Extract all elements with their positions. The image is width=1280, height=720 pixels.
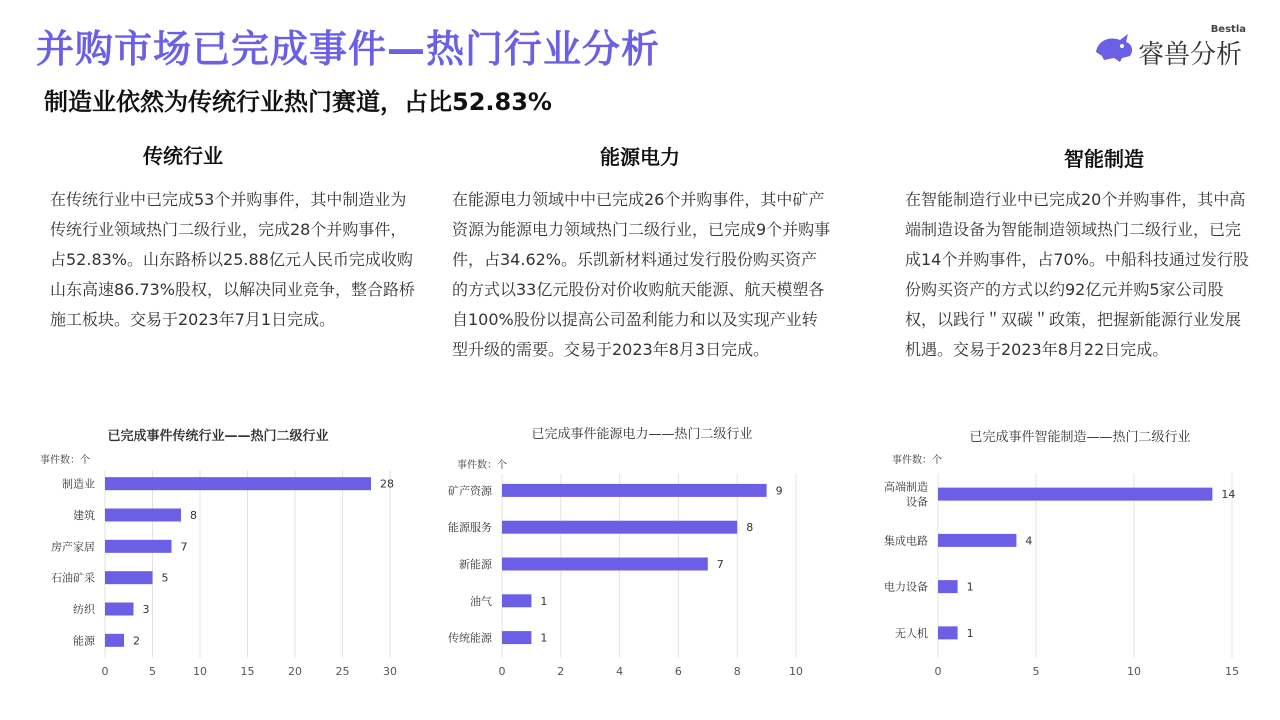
y-axis-label: 事件数：个 bbox=[457, 460, 507, 471]
data-label: 7 bbox=[716, 558, 724, 571]
x-tick-label: 0 bbox=[934, 665, 942, 678]
x-tick-label: 6 bbox=[674, 665, 682, 678]
brand-logo bbox=[1092, 24, 1252, 68]
x-tick-label: 0 bbox=[498, 665, 506, 678]
bar bbox=[938, 488, 1212, 501]
chart-traditional-svg bbox=[30, 418, 410, 683]
bar bbox=[502, 484, 767, 497]
x-tick-label: 8 bbox=[733, 665, 741, 678]
category-label: 新能源 bbox=[459, 558, 492, 571]
category-label: 集成电路 bbox=[884, 534, 928, 548]
category-label: 传统能源 bbox=[448, 631, 492, 645]
data-label: 4 bbox=[1025, 534, 1033, 548]
page-subtitle: 制造业依然为传统行业热门赛道，占比52.83% bbox=[44, 88, 552, 116]
data-label: 5 bbox=[161, 571, 169, 585]
bar bbox=[105, 634, 124, 647]
x-tick-label: 5 bbox=[1032, 665, 1040, 678]
bar bbox=[502, 594, 531, 607]
category-label: 建筑 bbox=[73, 509, 95, 522]
logo-brand-small: Bestla bbox=[1210, 24, 1246, 35]
column-text-smart-manufacturing: 在智能制造行业中已完成20个并购事件，其中高端制造设备为智能制造领域热门二级行业，已完成14个并购事件，占70%。中船科技通过发行股份购买资产的方式以约92亿元并购5家公司股权，以践行＂双碳＂政策，把握新能源行业发展机遇。交易于2023年8月22日完成。 bbox=[905, 190, 1249, 359]
bar bbox=[105, 571, 153, 584]
x-tick-label: 10 bbox=[789, 665, 803, 678]
category-label: 设备 bbox=[906, 495, 928, 509]
chart-energy-svg bbox=[430, 418, 830, 683]
bar bbox=[938, 534, 1016, 547]
bar bbox=[502, 558, 708, 571]
category-label: 高端制造 bbox=[884, 480, 928, 494]
category-label: 能源 bbox=[73, 634, 95, 648]
category-label: 油气 bbox=[470, 594, 492, 608]
category-label: 能源服务 bbox=[448, 521, 492, 535]
page-title: 并购市场已完成事件—热门行业分析 bbox=[36, 27, 661, 71]
x-tick-label: 0 bbox=[101, 665, 109, 678]
bar bbox=[105, 477, 371, 490]
category-label: 石油矿采 bbox=[51, 571, 95, 585]
data-label: 7 bbox=[180, 540, 188, 554]
data-label: 9 bbox=[775, 484, 783, 498]
chart-title: 已完成事件智能制造——热门二级行业 bbox=[969, 430, 1191, 445]
chart-title: 已完成事件传统行业——热门二级行业 bbox=[107, 429, 329, 444]
column-text-traditional: 在传统行业中已完成53个并购事件，其中制造业为传统行业领域热门二级行业，完成28个并购事件，占52.83%。山东路桥以25.88亿元人民币完成收购山东高速86.73%股权，以解决同业竞争，整合路桥施工板块。交易于2023年7月1日完成。 bbox=[50, 190, 416, 329]
data-label: 1 bbox=[540, 631, 548, 645]
data-label: 3 bbox=[142, 603, 150, 616]
data-label: 14 bbox=[1221, 488, 1236, 502]
x-tick-label: 10 bbox=[193, 665, 207, 678]
bar bbox=[105, 540, 172, 553]
column-heading-traditional: 传统行业 bbox=[143, 144, 223, 168]
data-label: 28 bbox=[380, 477, 394, 491]
data-label: 1 bbox=[966, 580, 974, 594]
category-label: 电力设备 bbox=[884, 580, 928, 594]
x-tick-label: 15 bbox=[240, 665, 255, 678]
bar bbox=[502, 631, 531, 644]
category-label: 矿产资源 bbox=[448, 484, 492, 498]
bar bbox=[105, 509, 181, 522]
x-tick-label: 5 bbox=[149, 665, 156, 678]
x-tick-label: 15 bbox=[1225, 665, 1239, 678]
category-label: 纺织 bbox=[73, 603, 95, 616]
x-tick-label: 4 bbox=[616, 665, 624, 678]
rhino-logo-icon bbox=[1092, 28, 1136, 64]
logo-brand-name: 睿兽分析 bbox=[1138, 40, 1243, 70]
y-axis-label: 事件数：个 bbox=[40, 455, 90, 466]
chart-energy bbox=[430, 418, 830, 687]
x-tick-label: 25 bbox=[335, 665, 350, 678]
x-tick-label: 20 bbox=[288, 665, 302, 678]
column-heading-smart-manufacturing: 智能制造 bbox=[1064, 147, 1144, 171]
x-tick-label: 2 bbox=[557, 665, 565, 678]
data-label: 1 bbox=[966, 626, 974, 640]
category-label: 无人机 bbox=[895, 626, 928, 640]
chart-title: 已完成事件能源电力——热门二级行业 bbox=[531, 427, 753, 442]
chart-traditional bbox=[30, 418, 410, 687]
data-label: 8 bbox=[746, 521, 754, 535]
chart-smart-manufacturing bbox=[860, 418, 1255, 687]
category-label: 房产家居 bbox=[51, 540, 95, 554]
category-label: 制造业 bbox=[62, 477, 95, 491]
data-label: 8 bbox=[190, 509, 197, 522]
column-heading-energy: 能源电力 bbox=[600, 145, 680, 169]
bar bbox=[105, 603, 134, 616]
bar bbox=[938, 626, 958, 639]
x-tick-label: 10 bbox=[1127, 665, 1141, 678]
column-text-energy: 在能源电力领域中中已完成26个并购事件，其中矿产资源为能源电力领域热门二级行业，已完成9个并购事件，占34.62%。乐凯新材料通过发行股份购买资产的方式以33亿元股份对价收购航天能源、航天模塑各自100%股份以提高公司盈利能力和以及实现产业转型升级的需要。交易于2023年8月3日完成。 bbox=[452, 190, 831, 359]
y-axis-label: 事件数：个 bbox=[892, 455, 942, 466]
data-label: 2 bbox=[133, 634, 140, 648]
data-label: 1 bbox=[540, 594, 548, 608]
bar bbox=[938, 580, 958, 593]
chart-smart-manufacturing-svg bbox=[860, 418, 1255, 683]
bar bbox=[502, 521, 737, 534]
x-tick-label: 30 bbox=[383, 665, 397, 678]
